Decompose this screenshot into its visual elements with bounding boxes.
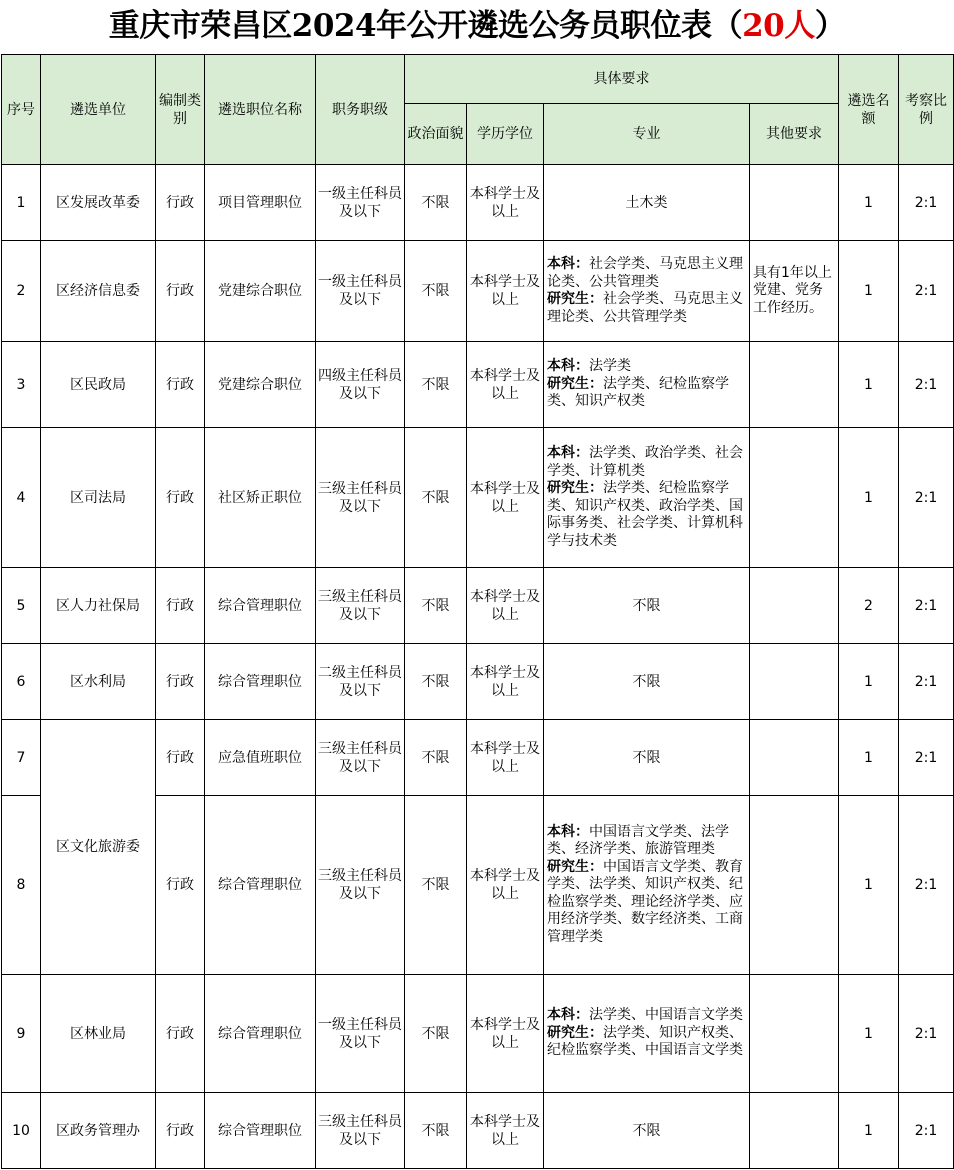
cell-position: 党建综合职位 xyxy=(205,342,316,428)
undergrad-label: 本科： xyxy=(547,445,589,461)
header-position: 遴选职位名称 xyxy=(205,55,316,165)
cell-seq: 5 xyxy=(2,568,41,644)
cell-other: 具有1年以上党建、党务工作经历。 xyxy=(750,241,839,342)
cell-type: 行政 xyxy=(156,975,205,1093)
undergrad-label: 本科： xyxy=(547,256,589,272)
cell-education: 本科学士及以上 xyxy=(467,1093,544,1169)
position-table xyxy=(1,54,954,1169)
undergrad-label: 本科： xyxy=(547,358,589,375)
cell-seq: 1 xyxy=(2,165,41,241)
cell-position: 社区矫正职位 xyxy=(205,428,316,568)
cell-seq: 8 xyxy=(2,796,41,975)
header-requirements: 具体要求 xyxy=(405,55,839,104)
cell-position: 项目管理职位 xyxy=(205,165,316,241)
cell-major: 不限 xyxy=(544,1093,750,1169)
cell-type: 行政 xyxy=(156,1093,205,1169)
cell-politics: 不限 xyxy=(405,796,467,975)
table-header xyxy=(2,55,954,165)
postgrad-label: 研究生： xyxy=(547,375,603,392)
cell-rank: 一级主任科员及以下 xyxy=(316,241,405,342)
postgrad-label: 研究生： xyxy=(547,291,603,307)
table-row xyxy=(2,975,954,1093)
cell-other xyxy=(750,428,839,568)
cell-education: 本科学士及以上 xyxy=(467,241,544,342)
cell-ratio: 2:1 xyxy=(899,428,954,568)
cell-quota: 1 xyxy=(839,428,899,568)
header-unit: 遴选单位 xyxy=(41,55,156,165)
cell-other xyxy=(750,720,839,796)
cell-type: 行政 xyxy=(156,796,205,975)
undergrad-majors: 中国语言文学类、法学类、经济学类、旅游管理类 xyxy=(547,823,729,858)
table-row xyxy=(2,720,954,796)
cell-politics: 不限 xyxy=(405,342,467,428)
cell-major xyxy=(544,342,750,428)
cell-education: 本科学士及以上 xyxy=(467,428,544,568)
header-politics: 政治面貌 xyxy=(405,104,467,165)
cell-rank: 三级主任科员及以下 xyxy=(316,796,405,975)
cell-position: 综合管理职位 xyxy=(205,1093,316,1169)
table-row xyxy=(2,1093,954,1169)
cell-quota: 2 xyxy=(839,568,899,644)
cell-ratio: 2:1 xyxy=(899,568,954,644)
cell-major: 不限 xyxy=(544,568,750,644)
postgrad-majors: 法学类、知识产权类、纪检监察学类、中国语言文学类 xyxy=(547,1024,743,1059)
cell-unit: 区文化旅游委 xyxy=(41,720,156,975)
cell-rank: 三级主任科员及以下 xyxy=(316,1093,405,1169)
cell-education: 本科学士及以上 xyxy=(467,165,544,241)
title-open-paren: （ xyxy=(711,8,743,44)
table-row xyxy=(2,644,954,720)
cell-unit: 区民政局 xyxy=(41,342,156,428)
cell-education: 本科学士及以上 xyxy=(467,568,544,644)
cell-quota: 1 xyxy=(839,241,899,342)
cell-rank: 一级主任科员及以下 xyxy=(316,165,405,241)
postgrad-majors: 法学类、纪检监察学类、知识产权类、政治学类、国际事务类、社会学类、计算机科学与技术类 xyxy=(547,480,743,549)
cell-seq: 6 xyxy=(2,644,41,720)
cell-other xyxy=(750,1093,839,1169)
cell-rank: 三级主任科员及以下 xyxy=(316,720,405,796)
cell-position: 综合管理职位 xyxy=(205,644,316,720)
cell-other xyxy=(750,796,839,975)
cell-education: 本科学士及以上 xyxy=(467,644,544,720)
cell-type: 行政 xyxy=(156,241,205,342)
cell-politics: 不限 xyxy=(405,568,467,644)
cell-politics: 不限 xyxy=(405,1093,467,1169)
cell-quota: 1 xyxy=(839,796,899,975)
cell-ratio: 2:1 xyxy=(899,1093,954,1169)
cell-type: 行政 xyxy=(156,165,205,241)
undergrad-majors: 法学类、中国语言文学类 xyxy=(589,1007,743,1024)
cell-major: 土木类 xyxy=(544,165,750,241)
cell-position: 综合管理职位 xyxy=(205,975,316,1093)
title-close-paren: ） xyxy=(814,8,846,44)
cell-other xyxy=(750,342,839,428)
cell-politics: 不限 xyxy=(405,644,467,720)
cell-unit: 区政务管理办 xyxy=(41,1093,156,1169)
cell-politics: 不限 xyxy=(405,428,467,568)
table-row xyxy=(2,241,954,342)
cell-rank: 四级主任科员及以下 xyxy=(316,342,405,428)
cell-ratio: 2:1 xyxy=(899,241,954,342)
title-count: 20人 xyxy=(742,8,815,44)
cell-politics: 不限 xyxy=(405,241,467,342)
cell-quota: 1 xyxy=(839,644,899,720)
table-row xyxy=(2,428,954,568)
postgrad-label: 研究生： xyxy=(547,1024,603,1041)
cell-ratio: 2:1 xyxy=(899,720,954,796)
cell-position: 综合管理职位 xyxy=(205,568,316,644)
header-rank: 职务职级 xyxy=(316,55,405,165)
cell-politics: 不限 xyxy=(405,975,467,1093)
cell-rank: 二级主任科员及以下 xyxy=(316,644,405,720)
cell-quota: 1 xyxy=(839,342,899,428)
undergrad-majors: 社会学类、马克思主义理论类、公共管理类 xyxy=(547,256,743,290)
cell-other xyxy=(750,975,839,1093)
cell-major xyxy=(544,241,750,342)
cell-ratio: 2:1 xyxy=(899,165,954,241)
cell-quota: 1 xyxy=(839,1093,899,1169)
cell-other xyxy=(750,165,839,241)
header-seq: 序号 xyxy=(2,55,41,165)
cell-politics: 不限 xyxy=(405,720,467,796)
cell-politics: 不限 xyxy=(405,165,467,241)
cell-major xyxy=(544,428,750,568)
cell-unit: 区发展改革委 xyxy=(41,165,156,241)
title-main: 重庆市荣昌区2024年公开遴选公务员职位表 xyxy=(108,8,712,44)
cell-major: 不限 xyxy=(544,720,750,796)
cell-position: 应急值班职位 xyxy=(205,720,316,796)
cell-seq: 4 xyxy=(2,428,41,568)
cell-seq: 3 xyxy=(2,342,41,428)
cell-unit: 区人力社保局 xyxy=(41,568,156,644)
cell-type: 行政 xyxy=(156,720,205,796)
cell-type: 行政 xyxy=(156,568,205,644)
cell-ratio: 2:1 xyxy=(899,796,954,975)
cell-quota: 1 xyxy=(839,165,899,241)
cell-quota: 1 xyxy=(839,975,899,1093)
cell-major xyxy=(544,796,750,975)
undergrad-majors: 法学类 xyxy=(589,358,631,375)
cell-type: 行政 xyxy=(156,342,205,428)
cell-seq: 7 xyxy=(2,720,41,796)
table-row xyxy=(2,568,954,644)
cell-quota: 1 xyxy=(839,720,899,796)
cell-unit: 区林业局 xyxy=(41,975,156,1093)
cell-position: 综合管理职位 xyxy=(205,796,316,975)
cell-ratio: 2:1 xyxy=(899,342,954,428)
cell-major xyxy=(544,975,750,1093)
postgrad-label: 研究生： xyxy=(547,480,603,496)
postgrad-label: 研究生： xyxy=(547,858,603,875)
postgrad-majors: 中国语言文学类、教育学类、法学类、知识产权类、纪检监察学类、理论经济学类、应用经济学类、数字经济类、工商管理学类 xyxy=(547,858,743,945)
cell-rank: 三级主任科员及以下 xyxy=(316,568,405,644)
cell-seq: 9 xyxy=(2,975,41,1093)
cell-unit: 区司法局 xyxy=(41,428,156,568)
table-row xyxy=(2,342,954,428)
cell-seq: 10 xyxy=(2,1093,41,1169)
cell-education: 本科学士及以上 xyxy=(467,796,544,975)
cell-type: 行政 xyxy=(156,644,205,720)
cell-type: 行政 xyxy=(156,428,205,568)
cell-education: 本科学士及以上 xyxy=(467,342,544,428)
cell-education: 本科学士及以上 xyxy=(467,975,544,1093)
postgrad-majors: 法学类、纪检监察学类、知识产权类 xyxy=(547,375,729,410)
page-title xyxy=(0,0,954,54)
cell-ratio: 2:1 xyxy=(899,975,954,1093)
cell-unit: 区经济信息委 xyxy=(41,241,156,342)
header-education: 学历学位 xyxy=(467,104,544,165)
cell-position: 党建综合职位 xyxy=(205,241,316,342)
cell-seq: 2 xyxy=(2,241,41,342)
undergrad-label: 本科： xyxy=(547,823,589,840)
cell-education: 本科学士及以上 xyxy=(467,720,544,796)
header-major: 专业 xyxy=(544,104,750,165)
table-row xyxy=(2,165,954,241)
cell-major: 不限 xyxy=(544,644,750,720)
table-body xyxy=(2,165,954,1169)
cell-unit: 区水利局 xyxy=(41,644,156,720)
postgrad-majors: 社会学类、马克思主义理论类、公共管理学类 xyxy=(547,291,743,325)
cell-ratio: 2:1 xyxy=(899,644,954,720)
header-other: 其他要求 xyxy=(750,104,839,165)
undergrad-majors: 法学类、政治学类、社会学类、计算机类 xyxy=(547,445,743,479)
undergrad-label: 本科： xyxy=(547,1007,589,1024)
cell-other xyxy=(750,644,839,720)
header-ratio: 考察比例 xyxy=(899,55,954,165)
header-staff-type: 编制类别 xyxy=(156,55,205,165)
cell-rank: 三级主任科员及以下 xyxy=(316,428,405,568)
cell-other xyxy=(750,568,839,644)
header-quota: 遴选名额 xyxy=(839,55,899,165)
cell-rank: 一级主任科员及以下 xyxy=(316,975,405,1093)
